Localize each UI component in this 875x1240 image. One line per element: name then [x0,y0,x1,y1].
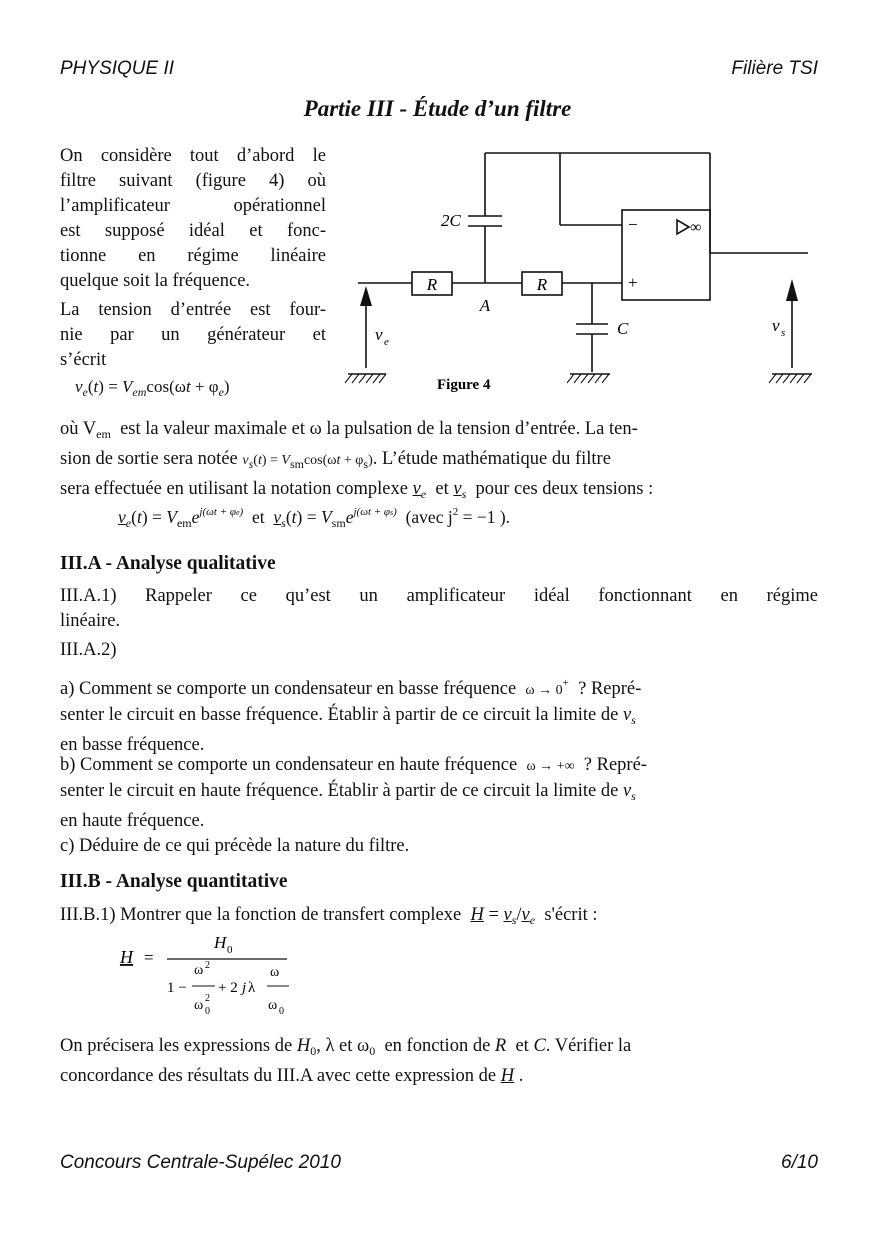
question-line: a) Comment se comporte un condensateur en basse fréquence ω → 0+ ? Repré- [60,677,642,699]
svg-text:H: H [120,947,133,967]
intro-line: La tension d’entrée est four- [60,300,326,320]
question-line: linéaire. [60,611,121,631]
question-line: senter le circuit en haute fréquence. Établir à partir de ce circuit la limite de $v_s$ [60,781,636,803]
footer-right: 6/10 [781,1152,818,1173]
figure-4-circuit [340,148,820,398]
question-a2-a [60,671,818,758]
intro-line: est supposé idéal et fonc- [60,221,326,241]
label-vs-sub: s [781,327,786,339]
section-a-title: III.A - Analyse qualitative [60,553,276,574]
arrow-head-vs [786,279,798,301]
svg-text:0: 0 [227,944,233,956]
question-line: III.A.1) Rappeler ce qu’est un amplificateur idéal fonctionnant en régime [60,586,818,606]
complex-notation-equation: $v_e(t) = V_{em}e^{j(\omega t + \varphi e)}$ et $v_s(t) = V_{sm}e^{j(\omega t + \varphi s)}$ (avec $j^2 = -1$ ). [118,506,511,530]
op-amp-symbol [677,220,689,234]
intro-paragraph-2 [60,298,326,373]
question-line: senter le circuit en basse fréquence. Établir à partir de ce circuit la limite de $v_s$ [60,705,636,727]
intro-line: l’amplificateur opérationnel [60,196,326,216]
svg-text:2: 2 [205,993,210,1004]
label-a: A [479,296,491,315]
question-line: en haute fréquence. [60,811,205,831]
header-right: Filière TSI [731,58,818,79]
question-a1 [60,584,818,634]
svg-text:1 −: 1 − [167,980,187,996]
question-a2-c: c) Déduire de ce qui précède la nature du filtre. [60,836,410,856]
section-b-title: III.B - Analyse quantitative [60,871,288,892]
svg-text:ω: ω [194,963,204,978]
intro-line: filtre suivant (figure 4) où [60,171,326,191]
label-minus: − [628,215,638,234]
intro-paragraph [60,144,326,294]
intro-line: On considère tout d’abord le [60,146,326,166]
question-line: en basse fréquence. [60,735,205,755]
label-ve-sub: e [384,336,389,348]
intro-line: quelque soit la fréquence. [60,271,251,291]
svg-text:H: H [214,933,227,952]
svg-text:λ: λ [248,980,256,996]
svg-text:=: = [144,948,154,967]
question-b1: III.B.1) Montrer que la fonction de transfert complexe $H = v_s/v_e$ s'écrit : [60,905,598,927]
label-c: C [617,319,629,338]
label-vs: v [772,316,780,335]
transfer-function-formula [112,928,312,1020]
page-title: Partie III - Étude d’un filtre [303,96,572,121]
ground-hatch [345,374,811,383]
paragraph-expressions [60,1034,818,1089]
paragraph-notation [60,417,820,507]
svg-text:j: j [242,980,247,996]
label-plus: + [628,273,638,292]
svg-text:+ 2: + 2 [218,980,238,996]
input-voltage-equation: $v_e(t) = V_{em}\cos(\omega t + \varphi_e)$ [75,377,230,399]
label-ve: v [375,325,383,344]
question-a2: III.A.2) [60,640,117,660]
svg-text:0: 0 [279,1006,284,1017]
label-r2: R [536,275,548,294]
header-left: PHYSIQUE II [60,58,175,79]
para-line: sion de sortie sera notée vs(t) = Vsmcos(ωt + φs). L’étude mathématique du filtre [60,449,611,471]
intro-line: tionne en régime linéaire [60,246,326,266]
svg-text:ω: ω [270,965,280,980]
para-line: On précisera les expressions de $H_0$, λ et $\omega_0$ en fonction de R et C. Vérifier la [60,1036,632,1058]
para-line: concordance des résultats du III.A avec cette expression de H . [60,1066,524,1086]
svg-text:ω: ω [268,998,278,1013]
para-line: sera effectuée en utilisant la notation complexe $v_e$ et $v_s$ pour ces deux tensions : [60,479,654,501]
label-r1: R [426,275,438,294]
para-line: où $V_{em}$ est la valeur maximale et ω la pulsation de la tension d’entrée. La ten- [60,419,638,441]
footer-left: Concours Centrale-Supélec 2010 [60,1152,341,1173]
intro-line: s’écrit [60,350,107,370]
svg-text:ω: ω [194,998,204,1013]
label-infinity: ∞ [690,219,702,236]
svg-text:2: 2 [205,960,210,971]
arrow-head-ve [360,286,372,306]
question-a2-b [60,753,818,834]
intro-line: nie par un générateur et [60,325,326,345]
figure-caption: Figure 4 [437,377,491,393]
question-line: b) Comment se comporte un condensateur en haute fréquence ω → +∞ ? Repré- [60,755,647,775]
svg-text:0: 0 [205,1006,210,1017]
label-2c: 2C [441,211,461,230]
